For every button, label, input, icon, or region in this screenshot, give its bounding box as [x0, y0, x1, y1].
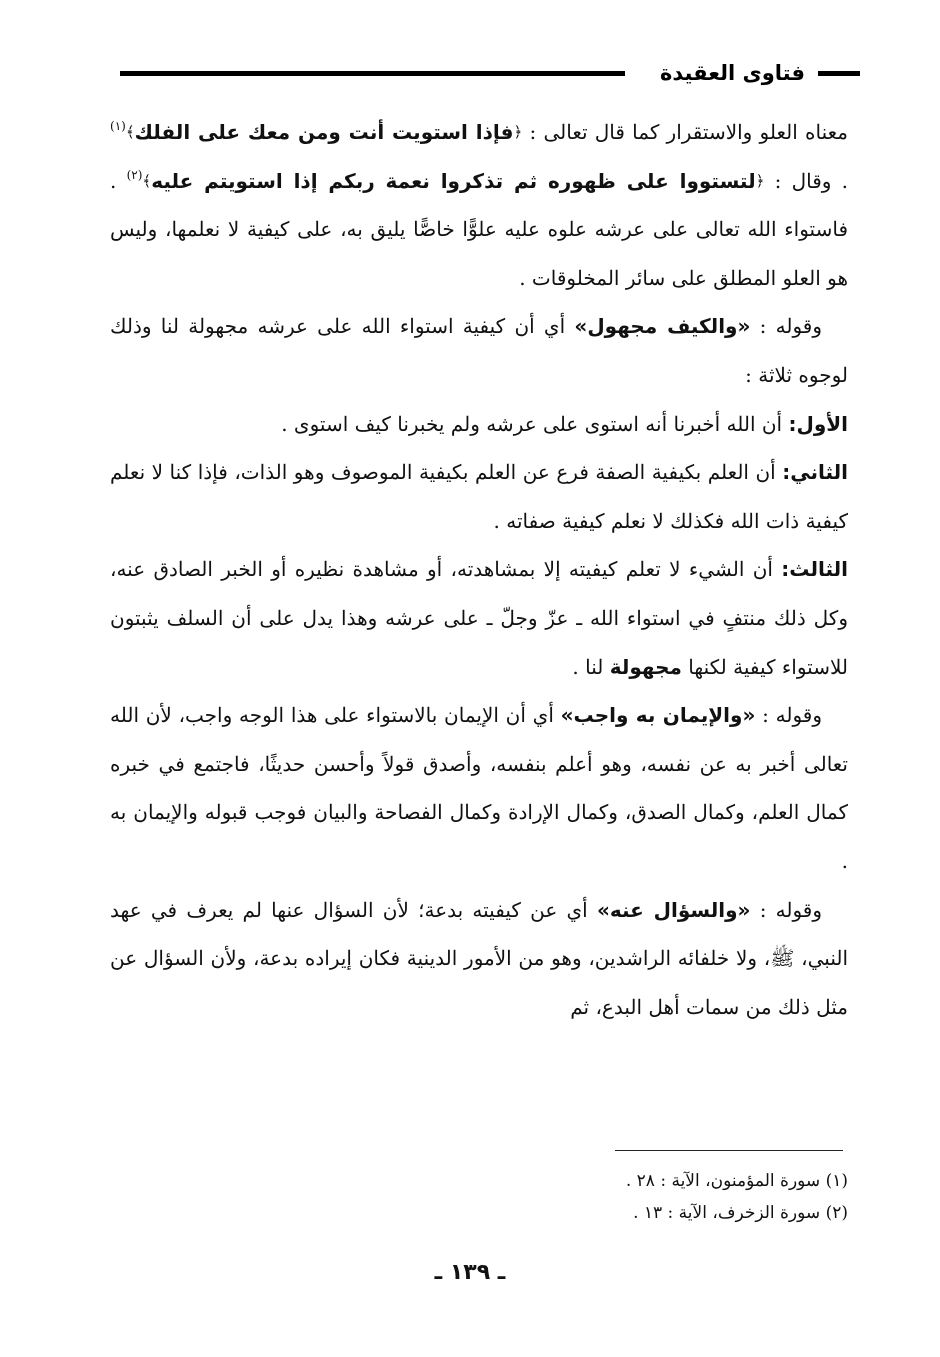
quran-bracket-open: ﴿	[755, 171, 765, 190]
quran-bracket-close: ﴾	[125, 123, 135, 141]
running-header	[120, 58, 860, 94]
header-title: فتاوى العقيدة	[660, 61, 805, 85]
header-rule-long	[120, 71, 625, 76]
reason-label: الثالث:	[781, 557, 848, 582]
quran-verse: لتستووا على ظهوره ثم تذكروا نعمة ربكم إذا استويتم عليه	[151, 168, 756, 193]
paragraph-sual-bidah: وقوله : «والسؤال عنه» أي عن كيفيته بدعة؛ لأن السؤال عنها لم يعرف في عهد النبي، ﷺ، ولا خلفائه الراشدين، وهو من الأمور الدينية فكان إيراده بدعة، ولأن السؤال عن مثل ذلك من سمات أهل البدع، ثم	[110, 897, 849, 1019]
quran-verse: فإذا استويت أنت ومن معك على الفلك	[134, 120, 514, 144]
header-rule-short	[818, 71, 860, 76]
reason-label: الثاني:	[782, 460, 849, 485]
footnote-1: (١) سورة المؤمنون، الآية : ٢٨ .	[625, 1171, 848, 1191]
reason-label: الأول:	[788, 411, 848, 436]
footnote-separator	[615, 1150, 843, 1151]
quoted-phrase: «والسؤال عنه»	[596, 897, 751, 922]
salawat-symbol: ﷺ	[770, 946, 795, 971]
paragraph-reason-first: الأول: أن الله أخبرنا أنه استوى على عرشه ولم يخبرنا كيف استوى .	[281, 411, 848, 436]
footnote-ref-2: (٢)	[126, 167, 143, 182]
paragraph-reason-third: الثالث: أن الشيء لا تعلم كيفيته إلا بمشاهدته، أو مشاهدة نظيره أو الخبر الصادق عنه، وكل ذلك منتفٍ في استواء الله ـ عزّ وجلّ ـ على عرشه وهذا يدل على أن السلف يثبتون للاستواء كيفية لكنها مجهولة لنا .	[110, 557, 848, 679]
quran-bracket-open: ﴿	[513, 123, 523, 141]
quoted-phrase: «والكيف مجهول»	[574, 314, 751, 339]
quoted-phrase: «والإيمان به واجب»	[560, 703, 756, 728]
paragraph-iman-wajib: وقوله : «والإيمان به واجب» أي أن الإيمان بالاستواء على هذا الوجه واجب، لأن الله تعالى أخبر به عن نفسه، وهو أعلم بنفسه، وأصدق قولاً وأحسن حديثًا، فاجتمع في خبره كمال العلم، وكمال الصدق، وكمال الإرادة وكمال الفصاحة والبيان فوجب قبوله والإيمان به .	[110, 703, 848, 873]
paragraph-istiwa-meaning: معناه العلو والاستقرار كما قال تعالى : ﴿فإذا استويت أنت ومن معك على الفلك﴾$^{(١)}$ . وقال : ﴿لتستووا على ظهوره ثم تذكروا نعمة ربكم إذا استويتم عليه﴾$^{(٢)}$ . فاستواء الله تعالى على عرشه علوه عليه علوًّا خاصًّا يليق به، على كيفية لا نعلمها، وليس هو العلو المطلق على سائر المخلوقات .	[110, 119, 849, 290]
footnotes	[110, 1165, 848, 1229]
main-text	[110, 108, 848, 1031]
footnote-2: (٢) سورة الزخرف، الآية : ١٣ .	[633, 1203, 848, 1223]
paragraph-reason-second: الثاني: أن العلم بكيفية الصفة فرع عن العلم بكيفية الموصوف وهو الذات، فإذا كنا لا نعلم كيفية ذات الله فكذلك لا نعلم كيفية صفاته .	[110, 460, 849, 533]
bold-word: مجهولة	[609, 654, 682, 679]
footnote-ref-1: (١)	[110, 119, 126, 133]
page-number: ـ ١٣٩ ـ	[434, 1260, 506, 1285]
quran-bracket-close: ﴾	[142, 171, 152, 190]
paragraph-kayf-majhul: وقوله : «والكيف مجهول» أي أن كيفية استواء الله على عرشه مجهولة لنا وذلك لوجوه ثلاثة :	[110, 314, 848, 387]
